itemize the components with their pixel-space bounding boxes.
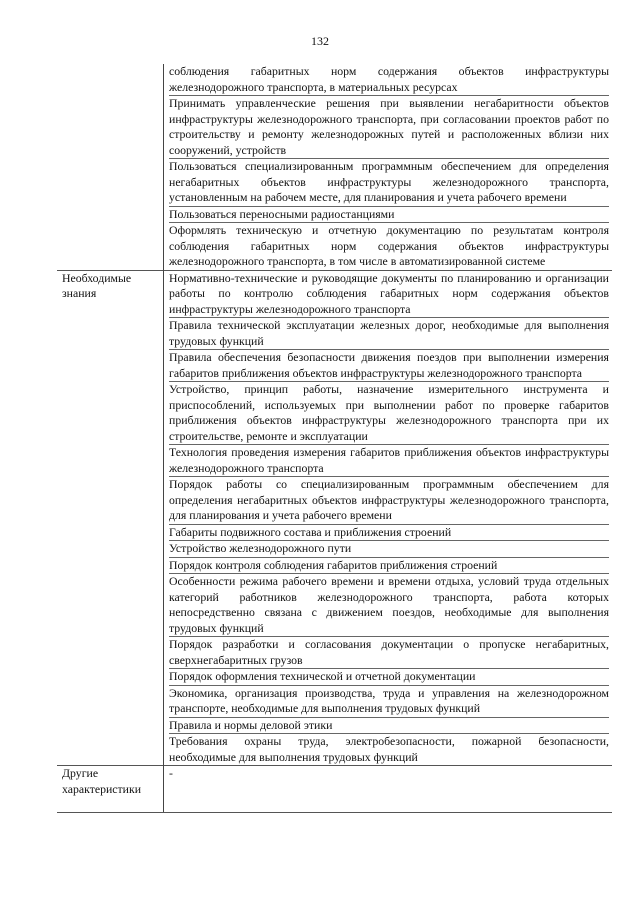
requirement-item: Требования охраны труда, электробезопасности, пожарной безопасности, необходимые для выполнения трудовых функций: [169, 734, 609, 764]
requirement-item: Порядок контроля соблюдения габаритов приближения строений: [169, 558, 609, 575]
section-content: [164, 766, 613, 813]
requirement-item: Нормативно-технические и руководящие документы по планированию и организации работы по контролю соблюдения габаритных норм содержания объектов инфраструктуры железнодорожного транспорта: [169, 271, 609, 319]
requirement-item: Правила технической эксплуатации железных дорог, необходимые для выполнения трудовых функций: [169, 318, 609, 350]
section-label: [57, 64, 164, 270]
qualification-table: [57, 64, 612, 813]
section-label: Другие характеристики: [57, 766, 164, 813]
page-number: 132: [311, 34, 329, 48]
section-row: [57, 766, 612, 813]
requirement-item: Устройство железнодорожного пути: [169, 541, 609, 558]
requirement-item: Особенности режима рабочего времени и времени отдыха, условий труда отдельных категорий работников железнодорожного транспорта, работа которых непосредственно связана с движением поездов, необходимые для выполнения трудовых функций: [169, 574, 609, 637]
requirement-item: Устройство, принцип работы, назначение измерительного инструмента и приспособлений, используемых при выполнении работ по проверке габаритов приближения объектов инфраструктуры железнодорожного транспорта при их строительстве, ремонте и эксплуатации: [169, 382, 609, 445]
requirement-item: Порядок работы со специализированным программным обеспечением для определения негабаритных объектов инфраструктуры железнодорожного транспорта, для планирования и учета рабочего времени: [169, 477, 609, 525]
requirement-item: Принимать управленческие решения при выявлении негабаритности объектов инфраструктуры железнодорожного транспорта, при согласовании проектов работ по строительству и ремонту железнодорожных путей и расположенных вблизи них сооружений, устройств: [169, 96, 609, 159]
section-content: [164, 270, 613, 766]
requirement-item: Пользоваться переносными радиостанциями: [169, 207, 609, 224]
section-content: [164, 64, 613, 270]
section-row: [57, 270, 612, 766]
requirement-item: Технология проведения измерения габаритов приближения объектов инфраструктуры железнодорожного транспорта: [169, 445, 609, 477]
requirement-item: Оформлять техническую и отчетную документацию по результатам контроля соблюдения габаритных норм содержания объектов инфраструктуры железнодорожного транспорта, в том числе в автоматизированной системе: [169, 223, 609, 268]
requirement-item: Порядок оформления технической и отчетной документации: [169, 669, 609, 686]
section-row: [57, 64, 612, 270]
requirement-item: Экономика, организация производства, труда и управления на железнодорожном транспорте, необходимые для выполнения трудовых функций: [169, 686, 609, 718]
requirement-item: Правила обеспечения безопасности движения поездов при выполнении измерения габаритов приближения объектов инфраструктуры железнодорожного транспорта: [169, 350, 609, 382]
requirement-item: Порядок разработки и согласования документации о пропуске негабаритных, сверхнегабаритных грузов: [169, 637, 609, 669]
requirement-item: Габариты подвижного состава и приближения строений: [169, 525, 609, 542]
requirement-item: Правила и нормы деловой этики: [169, 718, 609, 735]
requirement-item: -: [169, 766, 173, 780]
requirement-item: Пользоваться специализированным программным обеспечением для определения негабаритных объектов инфраструктуры железнодорожного транспорта, установленным на рабочем месте, для планирования и учета рабочего времени: [169, 159, 609, 207]
requirement-item: соблюдения габаритных норм содержания объектов инфраструктуры железнодорожного транспорта, в материальных ресурсах: [169, 64, 609, 96]
section-label: Необходимые знания: [57, 270, 164, 766]
